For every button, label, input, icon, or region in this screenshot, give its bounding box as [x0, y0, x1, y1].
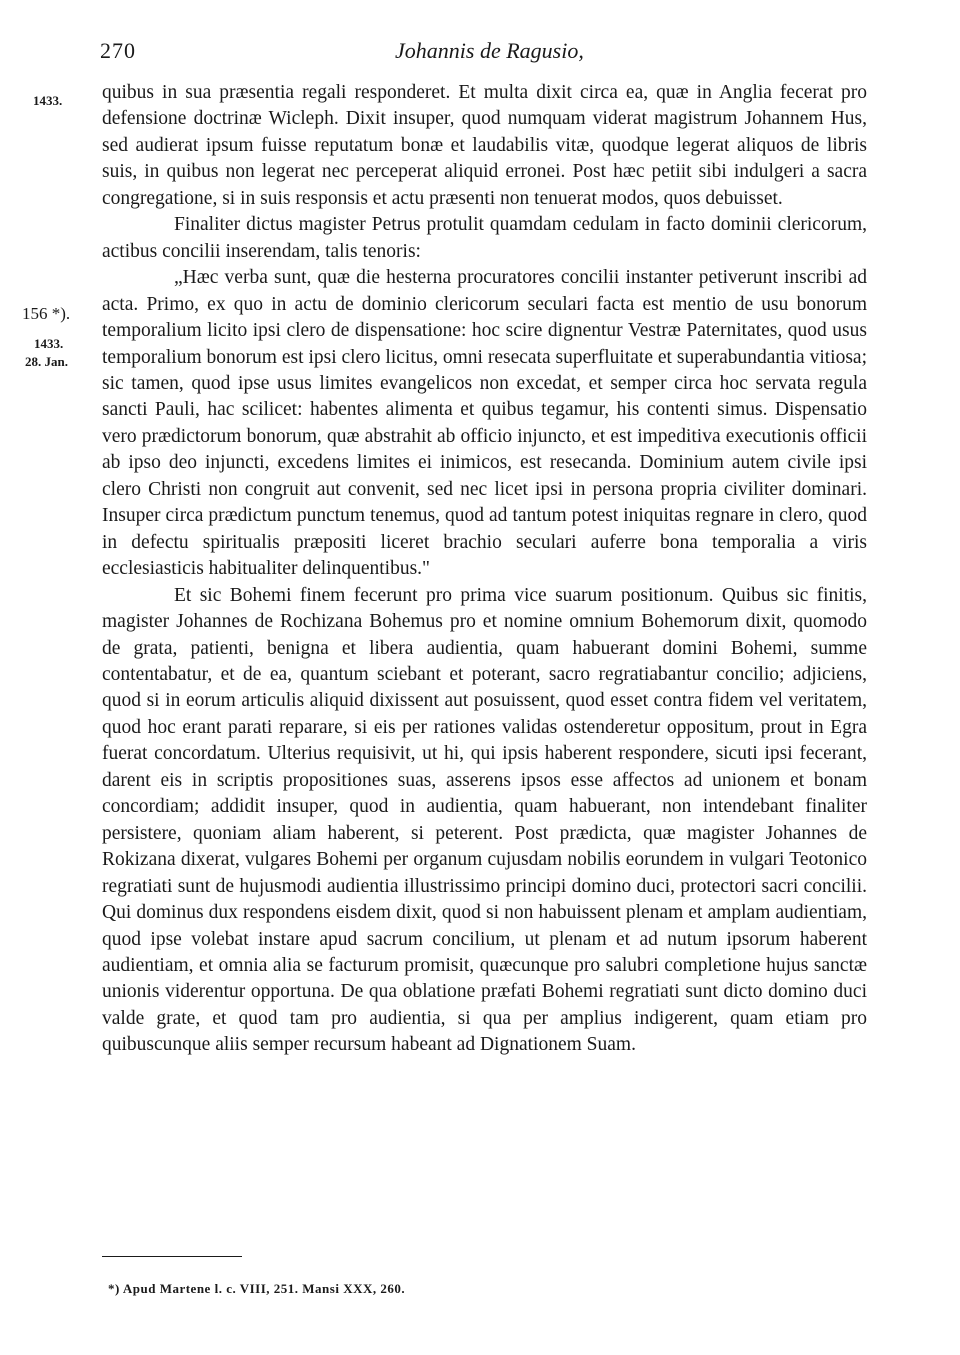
paragraph-quoted-cedula: „Hæc verba sunt, quæ die hesterna procuratores concilii instanter petiverunt inscribi ad acta. Primo, ex quo in actu de dominio clericorum seculari facta est mentio de usu bonorum temporalium licito ipsi clero de dispensatione: hoc scire dignentur Vestræ Paternitates, quod usus temporalium bonorum est ipsi clero licitus, omni resecata superfluitate et superabundantia vitiosa; sic tamen, quod ipse usus limites evangelicos non excedat, et semper circa hoc servata regula sancti Pauli, hac scilicet: habentes alimenta et quibus tegamur, his contenti simus. Dispensatio vero prædictorum bonorum, quæ abstrahit ab officio injuncto, et est impeditiva executionis officii ab ipso deo injuncti, excedens limites ei inimicos, est resecanda. Dominium autem civile ipsi clero Christi non congruit aut convenit, sed nec licet ipsi in persona propria civiliter dominari. Insuper circa prædictum punctum tenemus, quod ad tantum potest iniquitas regnare in clero, quod in defectu spiritualis præpositi liceret brachio seculari auferre bona temporalia a viris ecclesiasticis habitualiter delinquentibus." [102, 267, 867, 580]
margin-year-top: 1433. [33, 93, 63, 108]
margin-note-reference: 156 *). [22, 304, 71, 323]
main-text [102, 80, 867, 1059]
paragraph: Finaliter dictus magister Petrus protulit quamdam cedulam in facto dominii clericorum, actibus concilii inserendam, talis tenoris: [102, 214, 867, 262]
footnote: *) Apud Martene l. c. VIII, 251. Mansi XXX, 260. [108, 1281, 406, 1296]
footnote-divider [102, 1256, 242, 1257]
paragraph: quibus in sua præsentia regali responderet. Et multa dixit circa ea, quæ in Anglia fecerat pro defensione doctrinæ Wicleph. Dixit insuper, quod numquam viderat magistrum Johannem Hus, sed audierat ipsum fuisse reputatum bonæ et laudabilis vitæ, quodque legerat aliquos de libris suis, in quibus non legerat nec perceperat aliquid erronei. Post hæc petiit sibi indulgeri a sacra congregatione, si in suis responsis et actu præsenti non tenuerat modos, quos debuisset. [102, 82, 867, 209]
page-number: 270 [100, 38, 136, 63]
margin-year: 1433. [34, 336, 64, 351]
margin-date: 28. Jan. [25, 354, 68, 369]
running-title: Johannis de Ragusio, [395, 38, 584, 63]
paragraph: Et sic Bohemi finem fecerunt pro prima vice suarum positionum. Quibus sic finitis, magister Johannes de Rochizana Bohemus pro et nomine omnium Bohemorum dixit, quomodo de grata, patienti, benigna et libera audientia, quam habuerant domini Bohemi, summe contentabatur, et de ea, quantum sciebant et poterant, sacro regratiabantur concilio; adjiciens, quod si in eorum articulis aliquid dixissent aut posuissent, quod esset contra fidem vel veritatem, quod hoc erant parati reparare, si eis per rationes validas ostenderetur oppositum, prout in Egra fuerat concordatum. Ulterius requisivit, ut hi, qui ipsis haberent respondere, sicuti ipsi fecerant, darent eis in scriptis propositiones suas, asserens ipsos esse affectos ad unionem et bonam concordiam; addidit insuper, quod in audientia, quam habuerant, non intendebant finaliter persistere, quoniam aliam haberent, si peterent. Post prædicta, quæ magister Johannes de Rokizana dixerat, vulgares Bohemi per organum cujusdam nobilis eorundem in vulgari Teotonico regratiati sunt de hujusmodi audientia illustrissimo principi domino duci, protectori sacri concilii. Qui dominus dux respondens eisdem dixit, quod si non habuissent plenam et amplam audientiam, quod ipse volebat instare apud sacrum concilium, ut plenam et ad nutum ipsorum haberent audientiam, et omnia alia se facturum promisit, quæcunque pro salubri completione hujus sanctæ unionis viderentur opportuna. De qua oblatione præfati Bohemi regratiati sunt dicto domino duci valde grate, et quod tam pro audientia, si qua per amplius indigerent, quam etiam pro quibuscunque aliis semper recursum habeant ad Dignationem Suam. [102, 584, 867, 1056]
